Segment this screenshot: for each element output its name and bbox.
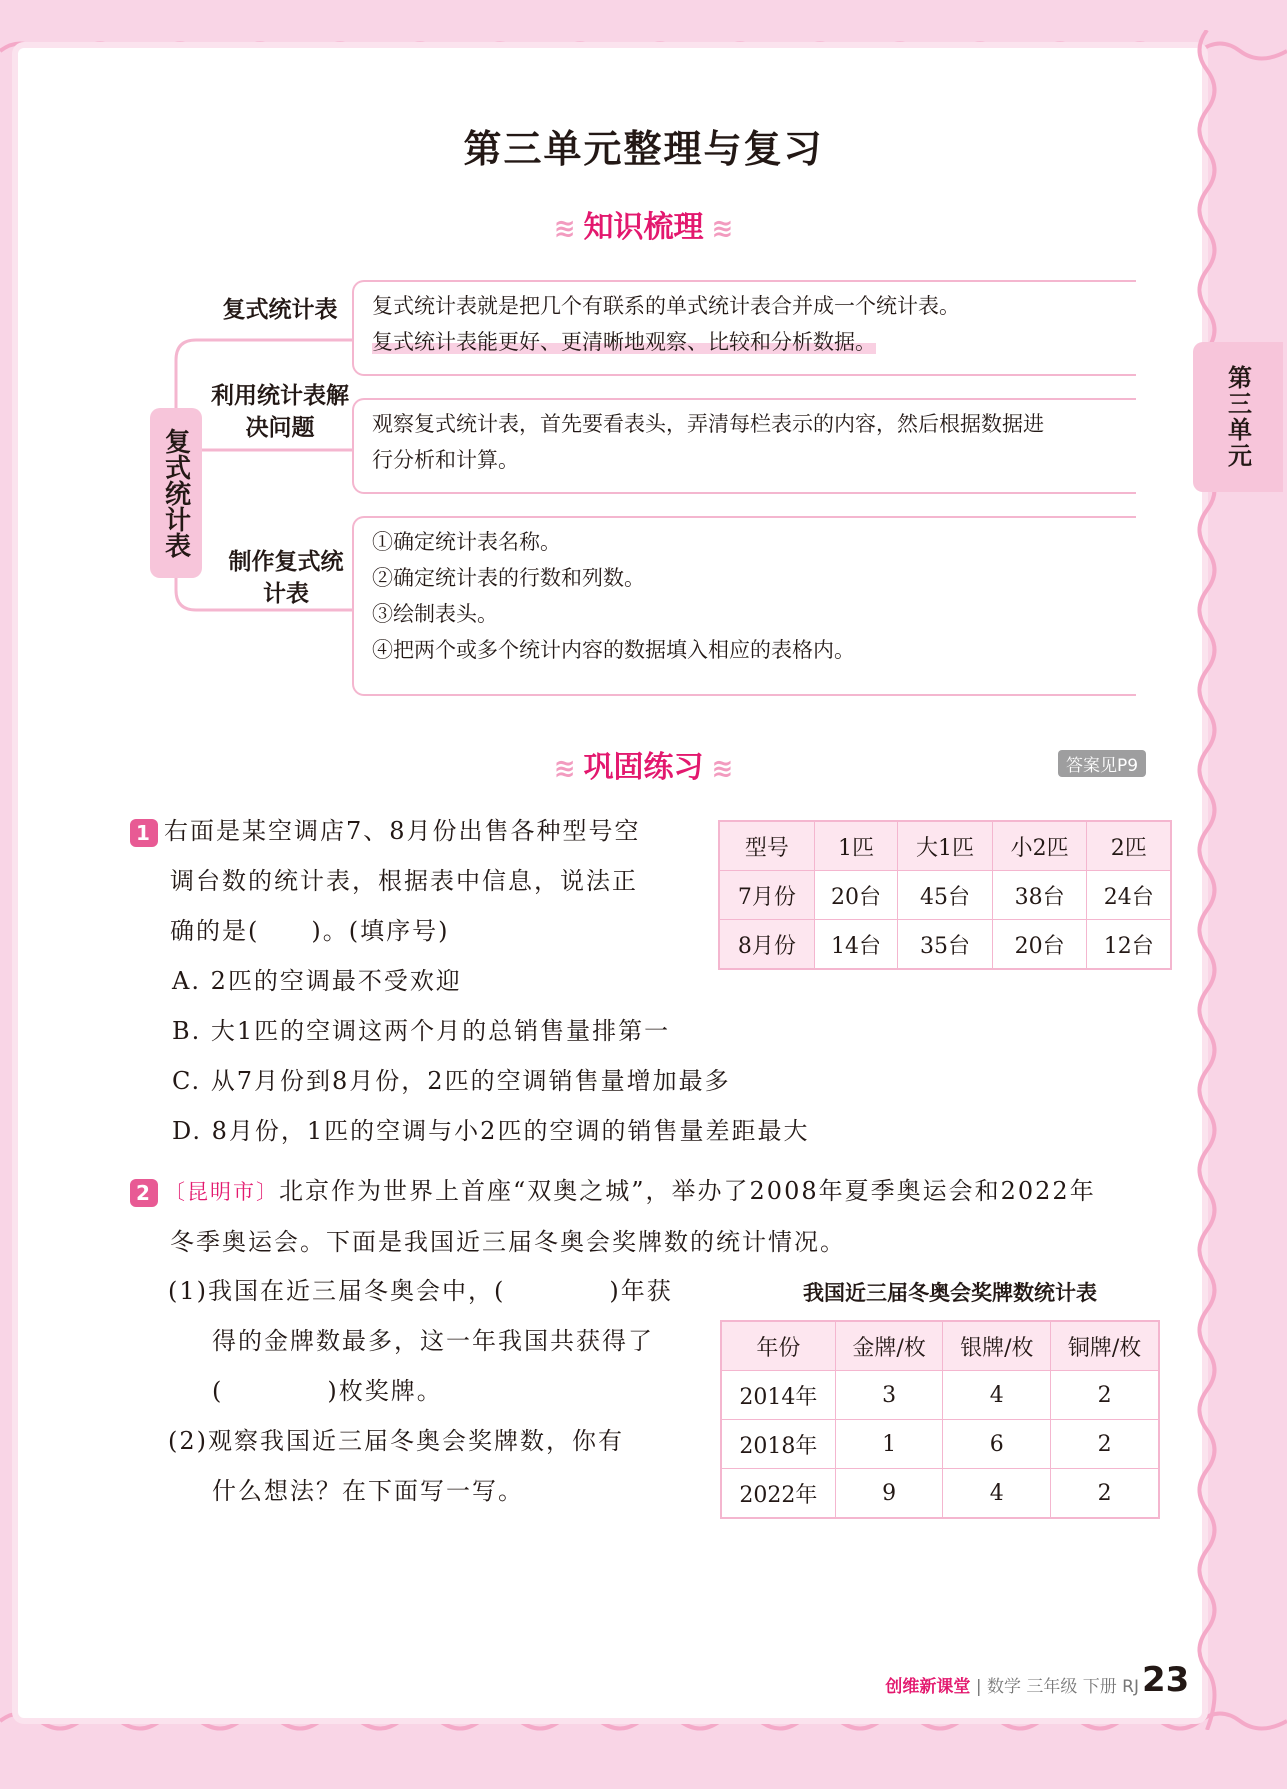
table-cell: 2018年 bbox=[721, 1420, 835, 1469]
q2-sub2-line: (2)观察我国近三届冬奥会奖牌数，你有 bbox=[168, 1427, 624, 1455]
knowledge-line: 行分析和计算。 bbox=[372, 448, 519, 472]
question-2-sub1 bbox=[168, 1266, 708, 1416]
wave-deco-icon: ≋ bbox=[553, 754, 576, 784]
table-row bbox=[721, 1469, 1159, 1519]
q1-option-b: B. 大1匹的空调这两个月的总销售量排第一 bbox=[172, 1017, 671, 1045]
knowledge-line: ①确定统计表名称。 bbox=[372, 530, 561, 554]
mindmap-root bbox=[150, 408, 202, 578]
q1-option-d: D. 8月份，1匹的空调与小2匹的空调的销售量差距最大 bbox=[172, 1117, 810, 1145]
q2-sub1-line: 得的金牌数最多，这一年我国共获得了 bbox=[212, 1327, 654, 1355]
page-title: 第三单元整理与复习 bbox=[463, 127, 824, 171]
table-cell: 24台 bbox=[1087, 871, 1171, 920]
q2-sub2-line: 什么想法？在下面写一写。 bbox=[212, 1477, 524, 1505]
page-footer bbox=[885, 1672, 1139, 1697]
question-2-number: 2 bbox=[130, 1179, 158, 1207]
table-cell: 1 bbox=[835, 1420, 943, 1469]
medal-table bbox=[720, 1320, 1160, 1519]
table-cell: 38台 bbox=[992, 871, 1087, 920]
q2-sub1-line: (1)我国在近三届冬奥会中，( )年获 bbox=[168, 1277, 673, 1305]
table-cell: 小2匹 bbox=[992, 821, 1087, 871]
table-cell: 20台 bbox=[992, 920, 1087, 970]
table-cell: 铜牌/枚 bbox=[1051, 1321, 1159, 1371]
table-cell: 8月份 bbox=[719, 920, 814, 970]
q1-line bbox=[130, 806, 710, 856]
branch-label-solve-problems: 利用统计表解决问题 bbox=[211, 383, 349, 441]
right-wave-border bbox=[1192, 30, 1222, 1730]
table-cell: 金牌/枚 bbox=[835, 1321, 943, 1371]
table-cell: 2022年 bbox=[721, 1469, 835, 1519]
page-number: 23 bbox=[1142, 1660, 1190, 1700]
table-cell: 2014年 bbox=[721, 1371, 835, 1420]
table-cell: 2 bbox=[1051, 1469, 1159, 1519]
table-cell: 7月份 bbox=[719, 871, 814, 920]
table-cell: 45台 bbox=[898, 871, 993, 920]
knowledge-box-solve bbox=[352, 398, 1136, 494]
table-row bbox=[721, 1371, 1159, 1420]
q1-line: 确的是( )。(填序号) bbox=[170, 917, 450, 945]
wave-deco-icon: ≋ bbox=[553, 214, 576, 244]
q2-line bbox=[130, 1166, 1190, 1217]
knowledge-box-make bbox=[352, 516, 1136, 696]
table-cell: 6 bbox=[943, 1420, 1051, 1469]
q1-option-a: A. 2匹的空调最不受欢迎 bbox=[172, 967, 462, 995]
footer-subject: 数学 bbox=[986, 1677, 1021, 1697]
branch-label-definition: 复式统计表 bbox=[222, 297, 338, 323]
knowledge-line bbox=[372, 324, 1126, 360]
knowledge-line: ③绘制表头。 bbox=[372, 602, 498, 626]
question-2-sub2 bbox=[168, 1416, 708, 1516]
answer-reference-badge: 答案见P9 bbox=[1058, 750, 1146, 777]
knowledge-line: ②确定统计表的行数和列数。 bbox=[372, 566, 645, 590]
section-practice-label: 巩固练习 bbox=[583, 750, 704, 785]
table-cell: 20台 bbox=[814, 871, 897, 920]
region-tag: 〔昆明市〕 bbox=[164, 1180, 279, 1204]
q1-option-c: C. 从7月份到8月份，2匹的空调销售量增加最多 bbox=[172, 1067, 731, 1095]
question-2-stem bbox=[130, 1166, 1190, 1267]
table-cell: 4 bbox=[943, 1371, 1051, 1420]
table-cell: 2匹 bbox=[1087, 821, 1171, 871]
q1-stem-text: 右面是某空调店7、8月份出售各种型号空 bbox=[164, 817, 641, 845]
table-cell: 14台 bbox=[814, 920, 897, 970]
table-cell: 型号 bbox=[719, 821, 814, 871]
q1-line: 调台数的统计表，根据表中信息，说法正 bbox=[170, 867, 638, 895]
table-header-row bbox=[719, 821, 1171, 871]
section-knowledge-heading bbox=[0, 202, 1287, 246]
table-header-row bbox=[721, 1321, 1159, 1371]
table-cell: 12台 bbox=[1087, 920, 1171, 970]
knowledge-box-definition bbox=[352, 280, 1136, 376]
knowledge-line: 复式统计表就是把几个有联系的单式统计表合并成一个统计表。 bbox=[372, 294, 960, 318]
footer-separator: | bbox=[975, 1677, 982, 1697]
aircon-sales-table bbox=[718, 820, 1172, 970]
table-cell: 9 bbox=[835, 1469, 943, 1519]
footer-grade: 三年级 bbox=[1026, 1677, 1078, 1697]
table-cell: 1匹 bbox=[814, 821, 897, 871]
wave-deco-icon: ≋ bbox=[711, 214, 734, 244]
table-cell: 2 bbox=[1051, 1371, 1159, 1420]
q2-stem-text: 北京作为世界上首座“双奥之城”，举办了2008年夏季奥运会和2022年 bbox=[279, 1177, 1096, 1205]
table-cell: 大1匹 bbox=[898, 821, 993, 871]
q2-sub1-line: ( )枚奖牌。 bbox=[212, 1377, 443, 1405]
table-row bbox=[719, 871, 1171, 920]
table-cell: 年份 bbox=[721, 1321, 835, 1371]
question-1-stem bbox=[130, 806, 710, 956]
section-knowledge-label: 知识梳理 bbox=[583, 210, 704, 245]
question-1-number: 1 bbox=[130, 819, 158, 847]
table-cell: 35台 bbox=[898, 920, 993, 970]
branch-label-make-table: 制作复式统计表 bbox=[228, 549, 344, 607]
knowledge-line: ④把两个或多个统计内容的数据填入相应的表格内。 bbox=[372, 638, 855, 662]
table-cell: 4 bbox=[943, 1469, 1051, 1519]
unit-side-tab-label: 第三单元 bbox=[1223, 365, 1252, 469]
mindmap-root-label: 复式统计表 bbox=[160, 428, 191, 558]
table-row bbox=[719, 920, 1171, 970]
footer-edition: RJ bbox=[1122, 1677, 1139, 1697]
table-cell: 2 bbox=[1051, 1420, 1159, 1469]
highlighted-text: 复式统计表能更好、更清晰地观察、比较和分析数据。 bbox=[372, 330, 876, 354]
q2-line: 冬季奥运会。下面是我国近三届冬奥会奖牌数的统计情况。 bbox=[170, 1228, 846, 1256]
medal-table-caption: 我国近三届冬奥会奖牌数统计表 bbox=[803, 1281, 1097, 1305]
table-cell: 银牌/枚 bbox=[943, 1321, 1051, 1371]
knowledge-line: 观察复式统计表，首先要看表头，弄清每栏表示的内容，然后根据数据进 bbox=[372, 412, 1044, 436]
footer-brand: 创维新课堂 bbox=[885, 1677, 971, 1697]
footer-term: 下册 bbox=[1082, 1677, 1117, 1697]
table-row bbox=[721, 1420, 1159, 1469]
wave-deco-icon: ≋ bbox=[711, 754, 734, 784]
unit-side-tab bbox=[1193, 342, 1283, 492]
question-1-options bbox=[172, 956, 1072, 1156]
table-cell: 3 bbox=[835, 1371, 943, 1420]
